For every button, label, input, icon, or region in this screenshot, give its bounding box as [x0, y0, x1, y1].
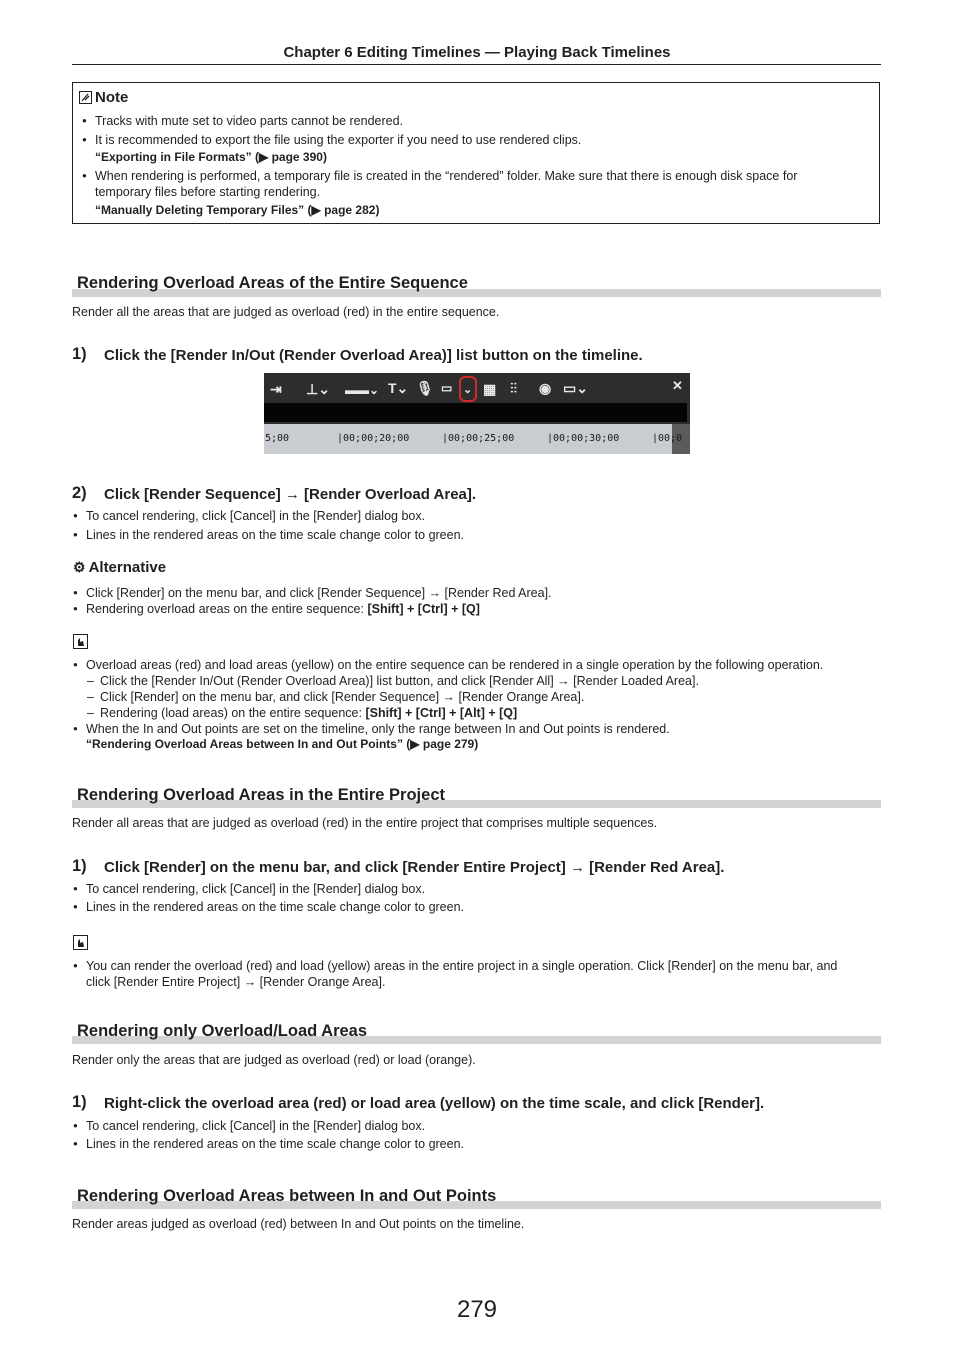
dash-item [100, 705, 517, 721]
bullet-item: ● To cancel rendering, click [Cancel] in the [Render] dialog box. [86, 881, 425, 897]
step-text: Click [Render] on the menu bar, and click [Render Entire Project] → [Render Red Area]. [104, 859, 725, 876]
step-number: 1) [72, 345, 87, 363]
note-item: ● Tracks with mute set to video parts cannot be rendered. [95, 113, 403, 129]
header-rule [72, 64, 881, 65]
note-item-continued: temporary files before starting rendering. [95, 185, 321, 199]
bullet-item: ● Click [Render] on the menu bar, and click [Render Sequence] → [Render Red Area]. [86, 585, 552, 601]
section-intro: Render only the areas that are judged as overload (red) or load (orange). [72, 1053, 476, 1067]
tip-icon [73, 634, 88, 654]
toolbar-render-icon[interactable]: ▭ [441, 381, 453, 395]
step-number: 1) [72, 1093, 87, 1111]
step-number: 1) [72, 857, 87, 875]
toolbar-mic-icon[interactable]: 🎙 [416, 380, 434, 396]
note-icon [79, 91, 92, 104]
toolbar-window-icon[interactable]: ▭⌄ [563, 380, 588, 396]
xref-page: page 282) [324, 203, 380, 217]
step-text: Right-click the overload area (red) or load area (yellow) on the time scale, and click [Render]. [104, 1095, 765, 1112]
dash-item: – Click [Render] on the menu bar, and click [Render Sequence] → [Render Orange Area]. [100, 689, 584, 705]
toolbar-export-icon[interactable]: ⇥ [270, 381, 282, 397]
xref-page: page 279) [422, 737, 479, 751]
xref-text: “Rendering Overload Areas between In and Out Points” ( [86, 737, 411, 751]
bullet-item: ● When the In and Out points are set on the timeline, only the range between In and Out points is rendered. [86, 721, 670, 737]
chapter-header: Chapter 6 Editing Timelines — Playing Back Timelines [283, 44, 671, 61]
bullet-item [86, 601, 480, 617]
bullet-item: ● Lines in the rendered areas on the time scale change color to green. [86, 527, 464, 543]
note-item: ● When rendering is performed, a temporary file is created in the “rendered” folder. Make sure that there is enough disk space for [95, 168, 797, 184]
shortcut-keys: [Shift] + [Ctrl] + [Q] [367, 602, 480, 616]
bullet-item: ● Lines in the rendered areas on the time scale change color to green. [86, 1136, 464, 1152]
timecode-label: |00;00;20;00 [337, 433, 410, 444]
note-heading [79, 89, 128, 106]
xref-deleting-temp[interactable] [95, 203, 379, 217]
highlight-ring [459, 376, 477, 402]
timecode-label: |00;00;25;00 [442, 433, 515, 444]
toolbar-title-icon[interactable]: T⌄ [388, 380, 409, 396]
render-list-button-icon[interactable]: ⌄ [463, 384, 473, 396]
toolbar-info-icon[interactable]: ◉ [539, 380, 552, 396]
bullet-item: ● You can render the overload (red) and load (yellow) areas in the entire project in a single operation. Click [Render] on the menu bar, and [86, 958, 837, 974]
bullet-item-continued: click [Render Entire Project] → [Render Orange Area]. [86, 975, 386, 989]
step-text: Click [Render Sequence] → [Render Overload Area]. [104, 486, 477, 503]
toolbar-split-icon[interactable]: ⊥⌄ [306, 381, 330, 397]
bullet-item: ● To cancel rendering, click [Cancel] in the [Render] dialog box. [86, 1118, 425, 1134]
step-number: 2) [72, 484, 87, 502]
alternative-heading [73, 559, 166, 576]
section-title: Rendering Overload Areas between In and Out Points [77, 1187, 497, 1205]
timeline-track[interactable] [264, 403, 687, 422]
xref-in-out-points[interactable] [86, 737, 478, 751]
toolbar-mixer-icon[interactable]: ⫶⫶ [510, 380, 517, 396]
play-arrow-icon: ▶ [410, 737, 420, 751]
play-arrow-icon: ▶ [259, 150, 269, 164]
dash-item: – Click the [Render In/Out (Render Overload Area)] list button, and click [Render All] → [Render Loaded Area]. [100, 673, 699, 689]
xref-exporting[interactable] [95, 150, 327, 164]
timecode-label: |00;00;30;00 [547, 433, 620, 444]
gear-icon: ⚙ [73, 559, 86, 575]
toolbar-marker-icon[interactable]: ▬▬⌄ [345, 383, 380, 397]
step-text: Click the [Render In/Out (Render Overload Area)] list button on the timeline. [104, 347, 643, 364]
section-intro: Render all the areas that are judged as overload (red) in the entire sequence. [72, 305, 500, 319]
tip-icon [73, 935, 88, 955]
note-title: Note [95, 89, 129, 106]
shortcut-desc: Rendering (load areas) on the entire sequence: [100, 706, 366, 720]
timecode-label: |00;0 [652, 433, 683, 444]
xref-page: page 390) [271, 150, 327, 164]
close-icon[interactable]: ✕ [672, 378, 683, 393]
xref-text: “Manually Deleting Temporary Files” ( [95, 203, 312, 217]
timecode-label: 5;00 [265, 433, 290, 444]
alternative-title: Alternative [88, 559, 167, 576]
shortcut-keys: [Shift] + [Ctrl] + [Alt] + [Q] [365, 706, 518, 720]
bullet-item: ● Lines in the rendered areas on the time scale change color to green. [86, 899, 464, 915]
note-item: ● It is recommended to export the file using the exporter if you need to use rendered clips. [95, 132, 581, 148]
section-intro: Render all areas that are judged as overload (red) in the entire project that comprises multiple sequences. [72, 816, 658, 830]
shortcut-desc: Rendering overload areas on the entire sequence: [86, 602, 368, 616]
toolbar-grid-icon[interactable]: ▦ [483, 381, 497, 397]
section-intro: Render areas judged as overload (red) between In and Out points on the timeline. [72, 1217, 525, 1231]
xref-text: “Exporting in File Formats” ( [95, 150, 260, 164]
bullet-item: ● Overload areas (red) and load areas (yellow) on the entire sequence can be rendered in a single operation by the following operation. [86, 657, 823, 673]
bullet-item: ● To cancel rendering, click [Cancel] in the [Render] dialog box. [86, 508, 425, 524]
section-title: Rendering Overload Areas of the Entire Sequence [77, 274, 468, 292]
page-number: 279 [456, 1296, 498, 1323]
section-title: Rendering only Overload/Load Areas [77, 1022, 368, 1040]
section-title: Rendering Overload Areas in the Entire Project [77, 786, 445, 804]
play-arrow-icon: ▶ [311, 203, 321, 217]
